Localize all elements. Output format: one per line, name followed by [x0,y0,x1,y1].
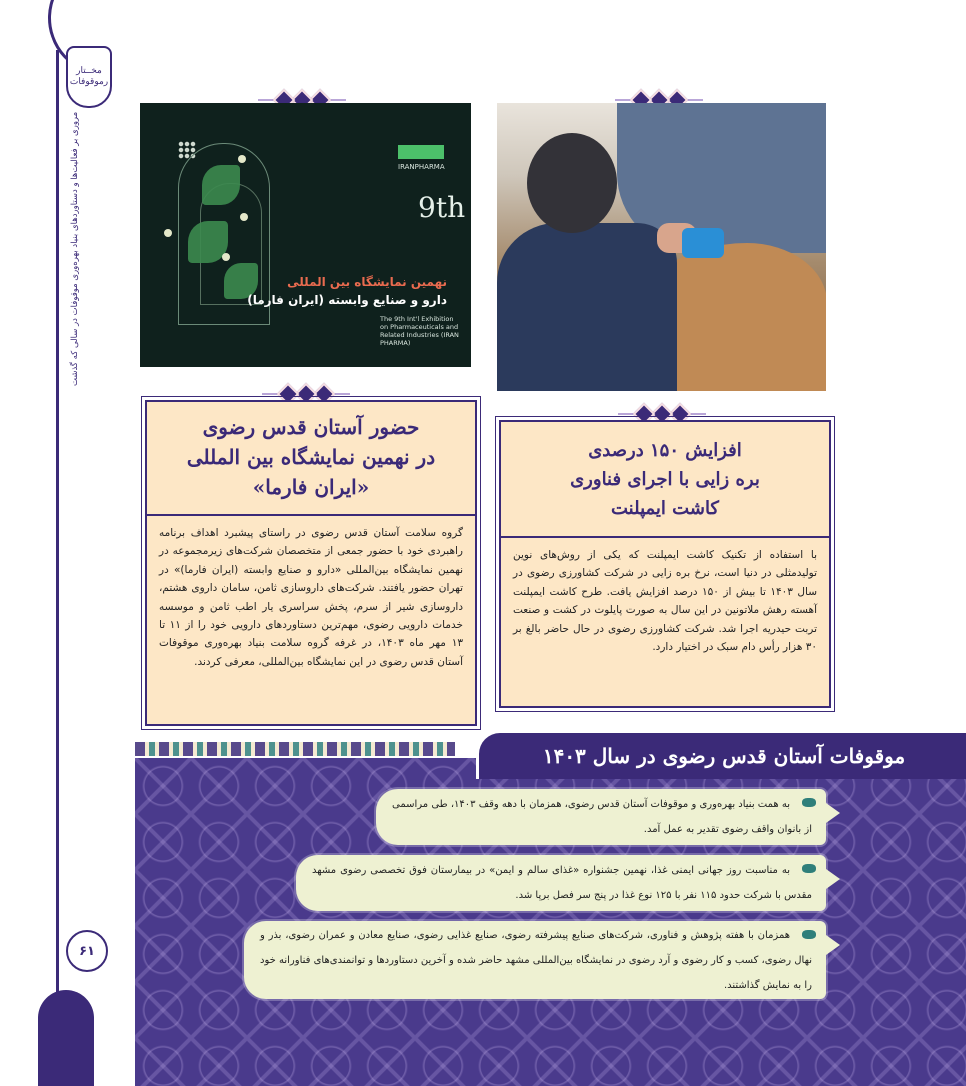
article-title-line: کاشت ایمپلنت [611,498,719,519]
publication-logo [66,46,112,108]
bubble-tip [826,935,840,955]
section-banner-title: موقوفات آستان قدس رضوی در سال ۱۴۰۳ [542,744,906,768]
poster-pearl [238,155,246,163]
news-bubble-text: به مناسبت روز جهانی ایمنی غذا، نهمین جشنواره «غذای سالم و ایمن» در بیمارستان فوق تخصصی رضوی مشهد مقدس با شرکت حدود ۱۱۵ نفر با ۱۲۵ نوع غذا در پنج سر فصل برپا شد. [312,865,812,901]
lamb-implant-photo [497,103,826,391]
publication-logo-text: مخــتار رموقوفات [69,66,109,87]
article-iranpharma-title [151,412,471,502]
bottom-tab-decoration [38,990,94,1086]
news-bubble-text: همزمان با هفته پژوهش و فناوری، شرکت‌های صنایع پیشرفته رضوی، صنایع غذایی رضوی، صنایع معادن و عمران رضوی، بذر و نهال رضوی، کسب و کار رضوی و آرد رضوی در نمایشگاه بین‌المللی مشهد حاضر شده و آخرین دستاوردها و توانمندی‌های فناورانه خود را به نمایش گذاشتند. [260,930,812,991]
news-bubble [376,789,826,845]
tile-pattern-strip [135,742,455,756]
article-title-line: افزایش ۱۵۰ درصدی [588,440,742,461]
article-title-line: حضور آستان قدس رضوی [202,415,420,439]
photo-cap-shape [527,133,617,233]
article-iranpharma [145,400,477,726]
section-banner [476,730,966,779]
news-bubble [244,921,826,999]
margin-vertical-line [56,50,59,1000]
poster-pearl [164,229,172,237]
poster-pearl [240,213,248,221]
article-title-line: در نهمین نمایشگاه بین المللی [186,445,436,469]
iranpharma-poster-image [140,103,471,367]
page-number: ۶۱ [66,930,108,972]
article-title-line: «ایران فارما» [252,475,370,499]
poster-pearl [222,253,230,261]
photo-implant-tool-shape [682,228,724,258]
news-bubble [296,855,826,911]
article-separator [147,514,475,516]
bubble-tip [826,869,840,889]
photo-person-shape [497,223,677,391]
poster-title-line2: دارو و صنایع وابسته (ایران فارما) [247,293,447,307]
article-title-line: بره زایی با اجرای فناوری [570,469,760,490]
article-implant-body: با استفاده از تکنیک کاشت ایمپلنت که یکی از روش‌های نوین تولیدمثلی در دنیا است، نرخ بره زایی در شرکت کشاورزی رضوی در سال ۱۴۰۳ تا بیش از ۱۵۰ درصد افزایش یافت. طرح کاشت ایمپلنت آهسته رهش ملاتونین در این سال به صورت پایلوت در کشت و صنعت تربت حیدریه اجرا شد. شرکت کشاورزی رضوی در حال حاضر بالغ بر ۳۰ هزار رأس دام سبک در اختیار دارد. [513,549,818,654]
article-iranpharma-body: گروه سلامت آستان قدس رضوی در راستای پیشبرد اهداف برنامه راهبردی خود با حضور جمعی از متخصصان شرکت‌های زیرمجموعه در نهمین نمایشگاه بین‌المللی «دارو و صنایع وابسته (ایران فارما)» در تهران حضور یافتند. شرکت‌های داروسازی ثامن، سامان داروی هشتم، داروسازی شیر از سرم، پخش سراسری یار اطب ثامن و موسسه خدمات دارویی رضوی، مهم‌ترین دستاوردهای دارویی خود را از ۱۱ تا ۱۳ مهر ماه ۱۴۰۳، در غرفه گروه سلامت بنیاد بهره‌وری موقوفات آستان قدس رضوی در این نمایشگاه بین‌المللی، معرفی کردند. [159,527,463,668]
article-separator [501,536,829,538]
news-bubble-text: به همت بنیاد بهره‌وری و موقوفات آستان قدس رضوی، همزمان با دهه وقف ۱۴۰۳، طی مراسمی از بانوان واقف رضوی تقدیر به عمل آمد. [392,799,812,835]
side-tagline: مروری بر فعالیت‌ها و دستاوردهای بنیاد بهره‌وری موقوفات در سالی که گذشت [70,112,80,387]
poster-title-line1: نهمین نمایشگاه بین المللی [287,275,447,289]
article-implant-title [505,436,825,523]
iranpharma-logo [398,145,444,159]
iranpharma-logo-text: IRANPHARMA [398,163,445,171]
poster-leaf-shape [202,165,240,205]
bubble-tip [826,803,840,823]
poster-ninth-label: 9th [418,191,466,224]
poster-english-text: The 9th Int'l Exhibition on Pharmaceuticals and Related Industries (IRAN PHARMA) [380,315,459,347]
article-implant [499,420,831,708]
